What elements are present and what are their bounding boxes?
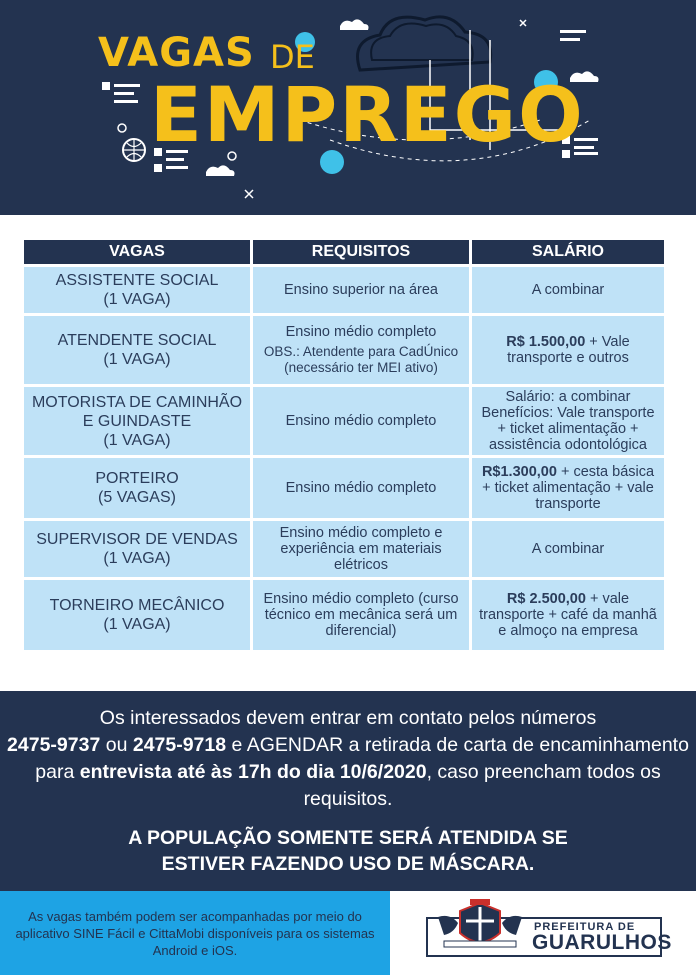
header-requisitos: REQUISITOS xyxy=(253,240,469,264)
table-row xyxy=(24,458,664,518)
mask-warning-line-2: ESTIVER FAZENDO USO DE MÁSCARA. xyxy=(161,853,535,875)
requisitos-cell xyxy=(253,458,469,518)
header-vagas: VAGAS xyxy=(24,240,250,264)
salario-cell xyxy=(472,316,664,384)
vaga-quantity: (5 VAGAS) xyxy=(98,489,176,506)
requisitos-text: Ensino médio completo xyxy=(285,324,437,340)
vaga-name: PORTEIRO xyxy=(95,470,179,487)
salario-text: + Vale transporte e outros xyxy=(507,334,630,366)
app-availability-note xyxy=(0,891,390,975)
phone-number-1: 2475-9737 xyxy=(7,734,101,756)
salario-text: + cesta básica + ticket alimentação + vale transporte xyxy=(482,464,655,512)
logo-top-text: PREFEITURA DE xyxy=(534,921,636,933)
salario-text: A combinar xyxy=(531,282,605,298)
requisitos-obs: OBS.: Atendente para CadÚnico (necessário ter MEI ativo) xyxy=(263,344,459,375)
vaga-cell xyxy=(24,387,250,455)
vaga-cell xyxy=(24,458,250,518)
contact-instructions: e AGENDAR a retirada de carta de encaminhamento para xyxy=(35,734,689,783)
vaga-name: SUPERVISOR DE VENDAS xyxy=(36,531,238,548)
requisitos-cell xyxy=(253,580,469,650)
salario-value: R$ 1.500,00 xyxy=(506,334,586,350)
jobs-table xyxy=(21,237,667,653)
vaga-name: ASSISTENTE SOCIAL xyxy=(55,272,219,289)
salario-line: Benefícios: Vale transporte xyxy=(481,405,655,421)
vaga-name: ATENDENTE SOCIAL xyxy=(57,332,217,349)
requisitos-text: Ensino médio completo xyxy=(285,480,437,496)
table-row xyxy=(24,387,664,455)
salario-text: + vale transporte + café da manhã e almoço na empresa xyxy=(479,591,657,639)
salario-cell xyxy=(472,387,664,455)
header-banner xyxy=(0,0,696,215)
salario-cell xyxy=(472,458,664,518)
vaga-quantity: (1 VAGA) xyxy=(103,431,171,449)
vaga-cell xyxy=(24,580,250,650)
salario-line: Salário: a combinar xyxy=(505,389,631,405)
mask-warning xyxy=(0,825,696,877)
vaga-quantity: (1 VAGA) xyxy=(103,291,171,308)
vaga-quantity: (1 VAGA) xyxy=(103,351,171,368)
requisitos-text: Ensino médio completo (curso técnico em mecânica será um diferencial) xyxy=(263,591,459,639)
salario-line: assistência odontológica xyxy=(489,437,647,453)
requisitos-text: Ensino médio completo e experiência em materiais elétricos xyxy=(279,525,443,573)
contact-intro: Os interessados devem entrar em contato pelos números xyxy=(99,707,597,729)
salario-line: + ticket alimentação + xyxy=(497,421,639,437)
contact-or: ou xyxy=(100,734,133,756)
vaga-name: TORNEIRO MECÂNICO xyxy=(49,597,225,614)
mask-warning-line-1: A POPULAÇÃO SOMENTE SERÁ ATENDIDA SE xyxy=(128,827,568,849)
salario-cell xyxy=(472,580,664,650)
requisitos-cell xyxy=(253,316,469,384)
app-note-text: As vagas também podem ser acompanhadas por meio do aplicativo SINE Fácil e CittaMobi disponíveis para os sistemas Android e iOS. xyxy=(15,908,375,958)
table-header-row xyxy=(24,240,664,264)
vaga-cell xyxy=(24,267,250,313)
prefeitura-logo xyxy=(426,897,672,961)
contact-paragraph xyxy=(0,691,696,813)
contact-closing: , caso preencham todos os requisitos. xyxy=(303,761,661,810)
table-row xyxy=(24,580,664,650)
contact-info-section xyxy=(0,691,696,891)
logo-city-name: GUARULHOS xyxy=(532,931,672,954)
vaga-name: MOTORISTA DE CAMINHÃO E GUINDASTE xyxy=(31,393,243,430)
salario-value: R$1.300,00 xyxy=(481,464,557,480)
coat-of-arms-icon xyxy=(430,897,530,957)
title-de: DE xyxy=(270,38,315,76)
table-row xyxy=(24,267,664,313)
phone-number-2: 2475-9718 xyxy=(132,734,227,756)
title-emprego: EMPREGO xyxy=(150,70,585,159)
salario-cell xyxy=(472,267,664,313)
vaga-quantity: (1 VAGA) xyxy=(103,550,171,567)
vaga-quantity: (1 VAGA) xyxy=(103,616,171,633)
table-row xyxy=(24,316,664,384)
header-salario: SALÁRIO xyxy=(472,240,664,264)
requisitos-cell xyxy=(253,521,469,577)
requisitos-text: Ensino superior na área xyxy=(284,282,438,298)
salario-value: R$ 2.500,00 xyxy=(506,591,586,607)
salario-text: A combinar xyxy=(531,541,605,557)
interview-deadline: entrevista até às 17h do dia 10/6/2020 xyxy=(79,761,427,783)
title-vagas: VAGAS xyxy=(98,30,255,76)
requisitos-cell xyxy=(253,387,469,455)
vaga-cell xyxy=(24,521,250,577)
salario-cell xyxy=(472,521,664,577)
vaga-cell xyxy=(24,316,250,384)
table-row xyxy=(24,521,664,577)
requisitos-cell xyxy=(253,267,469,313)
requisitos-text: Ensino médio completo xyxy=(285,413,437,429)
